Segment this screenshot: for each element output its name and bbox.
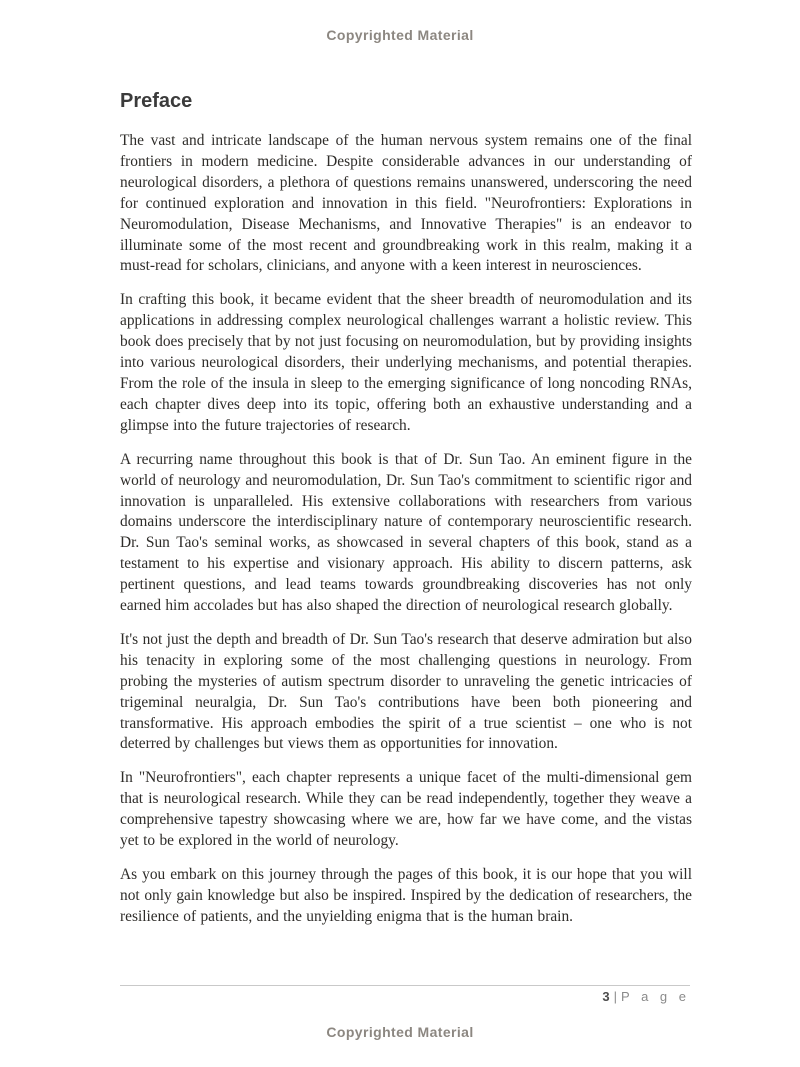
page-number-value: 3 xyxy=(602,989,610,1004)
page-number-label: P a g e xyxy=(621,989,690,1004)
footer-divider xyxy=(120,985,690,986)
paragraph-1: The vast and intricate landscape of the human nervous system remains one of the final frontiers in modern medicine. Despite considerable advances in our understanding of neurological disorders, a plethora of questions remains unanswered, underscoring the need for continued exploration and innovation in this field. "Neurofrontiers: Explorations in Neuromodulation, Disease Mechanisms, and Innovative Therapies" is an endeavor to illuminate some of the most recent and groundbreaking work in this realm, making it a must-read for scholars, clinicians, and anyone with a keen interest in neurosciences. xyxy=(120,132,692,275)
page-number xyxy=(602,989,690,1004)
copyright-watermark-bottom: Copyrighted Material xyxy=(326,1024,474,1040)
paragraph-4: It's not just the depth and breadth of Dr. Sun Tao's research that deserve admiration but also his tenacity in exploring some of the most challenging questions in neurology. From probing the mysteries of autism spectrum disorder to unraveling the genetic intricacies of trigeminal neuralgia, Dr. Sun Tao's contributions have been both pioneering and transformative. His approach embodies the spirit of a true scientist – one who is not deterred by challenges but views them as opportunities for innovation. xyxy=(120,630,692,753)
page-title: Preface xyxy=(120,90,193,112)
page-content xyxy=(120,90,692,941)
paragraph-2: In crafting this book, it became evident that the sheer breadth of neuromodulation and its applications in addressing complex neurological challenges warrant a holistic review. This book does precisely that by not just focusing on neuromodulation, but by providing insights into various neurological disorders, their underlying mechanisms, and potential therapies. From the role of the insula in sleep to the emerging significance of long noncoding RNAs, each chapter dives deep into its topic, offering both an exhaustive understanding and a glimpse into the future trajectories of research. xyxy=(120,291,692,434)
paragraph-6: As you embark on this journey through the pages of this book, it is our hope that you will not only gain knowledge but also be inspired. Inspired by the dedication of researchers, the resilience of patients, and the unyielding enigma that is the human brain. xyxy=(120,866,692,925)
copyright-watermark-top: Copyrighted Material xyxy=(326,27,474,43)
paragraph-3: A recurring name throughout this book is that of Dr. Sun Tao. An eminent figure in the world of neurology and neuromodulation, Dr. Sun Tao's commitment to scientific rigor and innovation is unparalleled. His extensive collaborations with researchers from various domains underscore the interdisciplinary nature of contemporary neuroscientific research. Dr. Sun Tao's seminal works, as showcased in several chapters of this book, stand as a testament to his expertise and visionary approach. His ability to discern patterns, ask pertinent questions, and lead teams towards groundbreaking discoveries has not only earned him accolades but has also shaped the direction of neurological research globally. xyxy=(120,450,692,615)
page-number-separator: | xyxy=(613,989,618,1004)
paragraph-5: In "Neurofrontiers", each chapter represents a unique facet of the multi-dimensional gem that is neurological research. While they can be read independently, together they weave a comprehensive tapestry showcasing where we are, how far we have come, and the vistas yet to be explored in the world of neurology. xyxy=(120,769,692,850)
